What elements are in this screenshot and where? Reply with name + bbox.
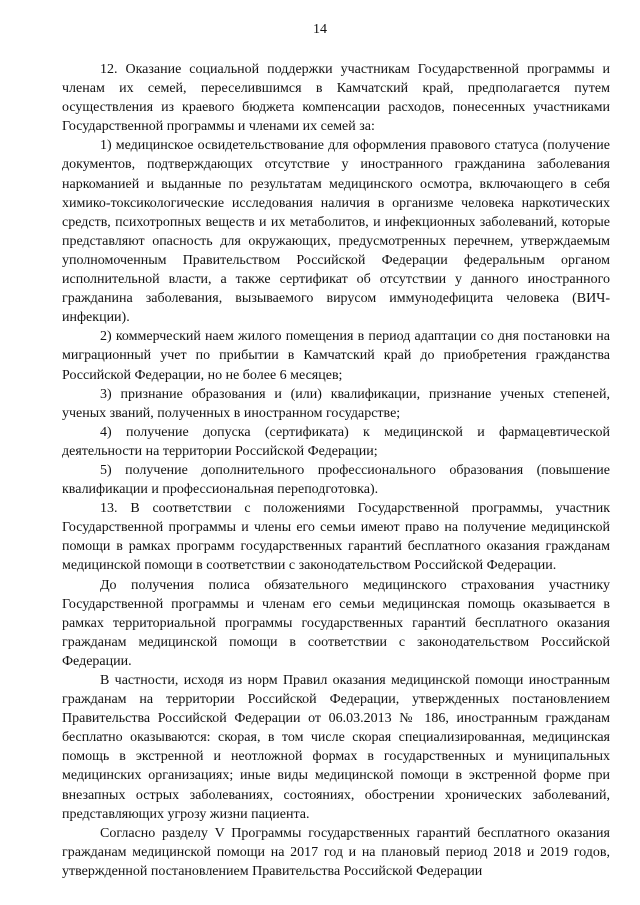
paragraph-rules: В частности, исходя из норм Правил оказания медицинской помощи иностранным гражданам на территории Российской Федерации, утвержденных постановлением Правительства Российской Федерации от 06.03.2013 № 186, иностранным гражданам бесплатно оказываются: скорая, в том числе скорая специализированная, медицинская помощь в экстренной и неотложной формах в государственных и муниципальных медицинских организациях; иные виды медицинской помощи в экстренной форме при внезапных острых заболеваниях, состояниях, обострении хронических заболеваний, представляющих угрозу жизни пациента. [62, 673, 610, 822]
paragraph-section-v: Согласно разделу V Программы государственных гарантий бесплатного оказания гражданам медицинской помощи на 2017 год и на плановый период 2018 и 2019 годов, утвержденной постановлением Правительства Российской Федерации [62, 825, 610, 879]
page-number: 14 [313, 22, 327, 37]
document-body [62, 60, 610, 881]
paragraph-item-4: 4) получение допуска (сертификата) к медицинской и фармацевтической деятельности на территории Российской Федерации; [62, 424, 610, 459]
paragraph-insurance: До получения полиса обязательного медицинского страхования участнику Государственной программы и членам его семьи медицинская помощь оказывается в рамках территориальной программы государственных гарантий бесплатного оказания гражданам медицинской помощи в соответствии с законодательством Российской Федерации. [62, 577, 610, 669]
paragraph-item-5: 5) получение дополнительного профессионального образования (повышение квалификации и профессиональная переподготовка). [62, 462, 610, 498]
paragraph-12-intro: 12. Оказание социальной поддержки участникам Государственной программы и членам их семей, переселившимся в Камчатский край, предполагается путем осуществления из краевого бюджета компенсации расходов, понесенных участниками Государственной программы и членами их семей за: [62, 62, 610, 135]
paragraph-13: 13. В соответствии с положениями Государственной программы, участник Государственной программы и члены его семьи имеют право на получение медицинской помощи в рамках программ государственных гарантий бесплатного оказания гражданам медицинской помощи в соответствии с законодательством Российской Федерации. [62, 501, 610, 574]
paragraph-item-1: 1) медицинское освидетельствование для оформления правового статуса (получение документов, подтверждающих отсутствие у иностранного гражданина заболевания наркоманией и выданные по результатам медицинского осмотра, включающего в себя химико-токсикологические исследования наличия в организме человека наркотических средств, психотропных веществ и их метаболитов, и инфекционных заболеваний, которые представляют опасность для окружающих, предусмотренных перечнем, утверждаемым уполномоченным Правительством Российской Федерации федеральным органом исполнительной власти, а также сертификат об отсутствии у данного иностранного гражданина заболевания, вызываемого вирусом иммунодефицита человека (ВИЧ-инфекции). [62, 138, 610, 326]
paragraph-item-3: 3) признание образования и (или) квалификации, признание ученых степеней, ученых званий, полученных в иностранном государстве; [62, 386, 610, 421]
paragraph-item-2: 2) коммерческий наем жилого помещения в период адаптации со дня постановки на миграционный учет по прибытии в Камчатский край до приобретения гражданства Российской Федерации, но не более 6 месяцев; [62, 329, 610, 383]
